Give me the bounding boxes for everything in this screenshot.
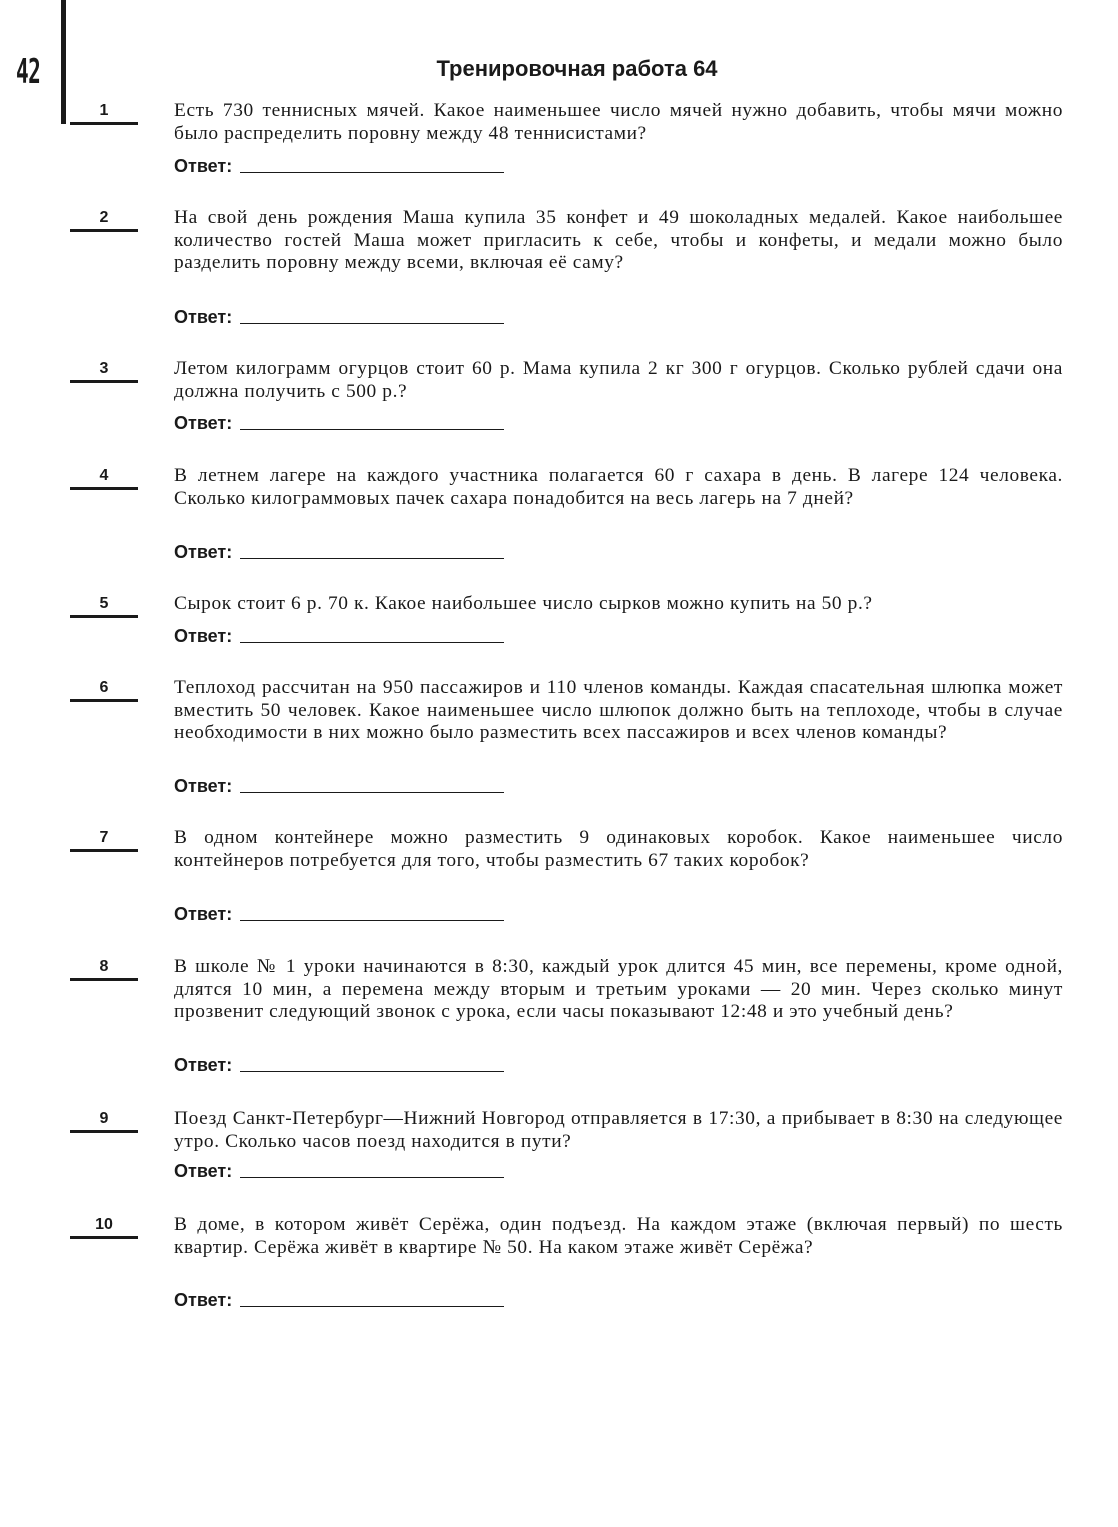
answer-row: [174, 904, 504, 924]
answer-field[interactable]: [240, 1306, 504, 1307]
answer-label: Ответ:: [174, 307, 233, 327]
task-text: В одном контейнере можно разместить 9 одинаковых коробок. Какое наименьшее число контейнеров потребуется для того, чтобы разместить 67 таких коробок?: [174, 827, 1063, 871]
task-text: В летнем лагере на каждого участника полагается 60 г сахара в день. В лагере 124 человека. Сколько килограммовых пачек сахара понадобится на весь лагерь на 7 дней?: [174, 465, 1063, 509]
task-number: 10: [70, 1216, 138, 1239]
answer-label: Ответ:: [174, 156, 233, 176]
task-text: Есть 730 теннисных мячей. Какое наименьшее число мячей нужно добавить, чтобы мячи можно было распределить поровну между 48 теннисистами?: [174, 100, 1063, 144]
task-text: Летом килограмм огурцов стоит 60 р. Мама купила 2 кг 300 г огурцов. Сколько рублей сдачи она должна получить с 500 р.?: [174, 358, 1063, 402]
task-number: 1: [70, 102, 138, 125]
task-text: В доме, в котором живёт Серёжа, один подъезд. На каждом этаже (включая первый) по шесть квартир. Серёжа живёт в квартире № 50. На каком этаже живёт Серёжа?: [174, 1214, 1063, 1258]
task-number: 7: [70, 829, 138, 852]
answer-label: Ответ:: [174, 542, 233, 562]
answer-field[interactable]: [240, 792, 504, 793]
answer-field[interactable]: [240, 642, 504, 643]
answer-label: Ответ:: [174, 1055, 233, 1075]
answer-label: Ответ:: [174, 1161, 233, 1181]
task-text: На свой день рождения Маша купила 35 конфет и 49 шоколадных медалей. Какое наибольшее количество гостей Маша может пригласить к себе, чтобы и конфеты, и медали можно было разделить поровну между всеми, включая её саму?: [174, 207, 1063, 273]
answer-label: Ответ:: [174, 626, 233, 646]
task-number: 4: [70, 467, 138, 490]
answer-row: [174, 307, 504, 327]
answer-field[interactable]: [240, 920, 504, 921]
task-text: Поезд Санкт-Петербург—Нижний Новгород отправляется в 17:30, а прибывает в 8:30 на следующее утро. Сколько часов поезд находится в пути?: [174, 1108, 1063, 1152]
answer-field[interactable]: [240, 1177, 504, 1178]
answer-row: [174, 1161, 504, 1181]
answer-label: Ответ:: [174, 413, 233, 433]
answer-row: [174, 542, 504, 562]
answer-label: Ответ:: [174, 776, 233, 796]
task-text: Теплоход рассчитан на 950 пассажиров и 110 членов команды. Каждая спасательная шлюпка может вместить 50 человек. Какое наименьшее число шлюпок должно быть на теплоходе, чтобы в случае необходимости в них можно было разместить всех пассажиров и всех членов команды?: [174, 677, 1063, 743]
answer-field[interactable]: [240, 1071, 504, 1072]
answer-field[interactable]: [240, 172, 504, 173]
task-text: Сырок стоит 6 р. 70 к. Какое наибольшее число сырков можно купить на 50 р.?: [174, 593, 873, 614]
margin-bar: [61, 0, 66, 124]
task-number: 3: [70, 360, 138, 383]
answer-row: [174, 156, 504, 176]
task-number: 2: [70, 209, 138, 232]
page-title: Тренировочная работа 64: [436, 56, 718, 81]
task-number: 6: [70, 679, 138, 702]
page-number: 42: [16, 52, 41, 92]
answer-row: [174, 413, 504, 433]
answer-row: [174, 1055, 504, 1075]
answer-label: Ответ:: [174, 904, 233, 924]
task-number: 8: [70, 958, 138, 981]
answer-field[interactable]: [240, 558, 504, 559]
answer-label: Ответ:: [174, 1290, 233, 1310]
answer-field[interactable]: [240, 323, 504, 324]
answer-row: [174, 776, 504, 796]
answer-row: [174, 1290, 504, 1310]
task-text: В школе № 1 уроки начинаются в 8:30, каждый урок длится 45 мин, все перемены, кроме одной, длятся 10 мин, а перемена между вторым и третьим уроками — 20 мин. Через сколько минут прозвенит следующий звонок с урока, если часы показывают 12:48 и это учебный день?: [174, 956, 1063, 1022]
task-number: 9: [70, 1110, 138, 1133]
answer-row: [174, 626, 504, 646]
answer-field[interactable]: [240, 429, 504, 430]
task-number: 5: [70, 595, 138, 618]
